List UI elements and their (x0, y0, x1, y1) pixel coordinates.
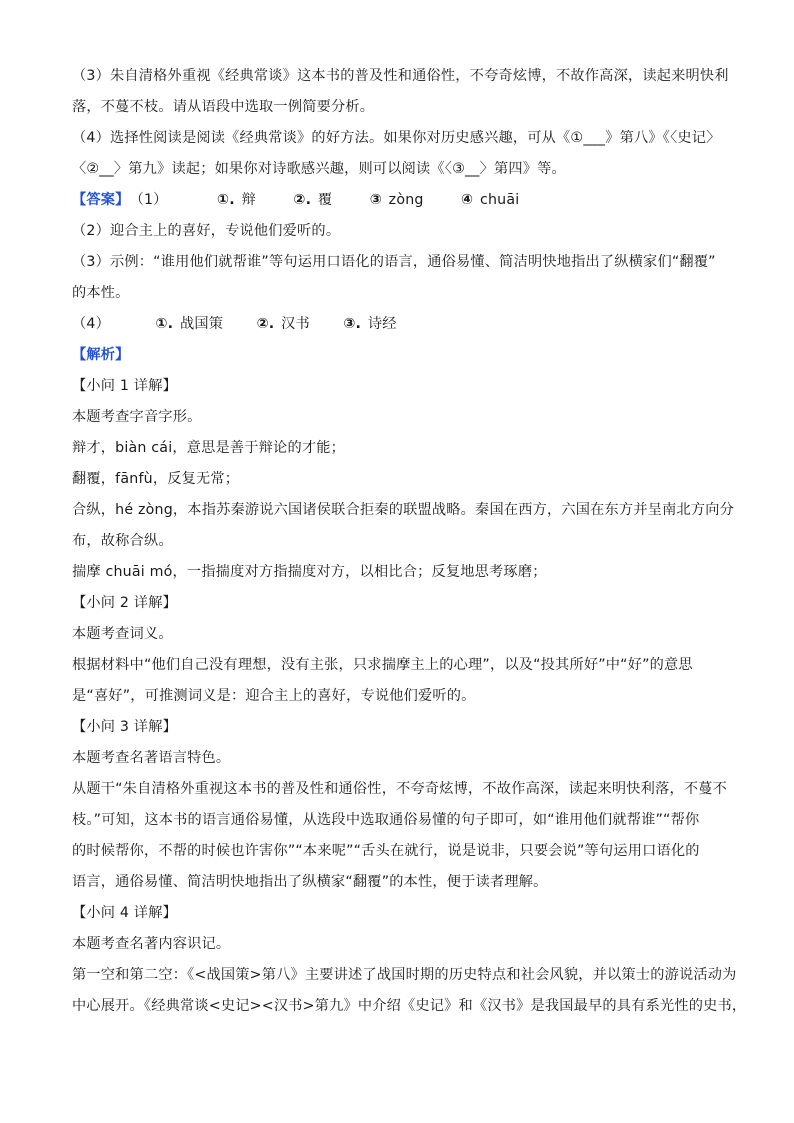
question-3-line-2: 落，不蔓不枝。请从语段中选取一例简要分析。 (72, 99, 375, 115)
answer-q4-item-1 (155, 314, 223, 334)
sub-q1-line-3: 合纵，hé zòng，本指苏秦游说六国诸侯联合拒秦的联盟战略。秦国在西方，六国在东方并呈南北方向分 (72, 502, 735, 518)
answer-q4-item-3-text: 诗经 (367, 316, 397, 332)
question-3-line-1: （3）朱自清格外重视《经典常谈》这本书的普及性和通俗性，不夸奇炫博，不故作高深，读起来明快利 (72, 68, 729, 84)
sub-q3-line-4: 语言，通俗易懂、简洁明快地指出了纵横家“翻覆”的本性，便于读者理解。 (72, 874, 548, 890)
answer-q2: （2）迎合主上的喜好，专说他们爱听的。 (72, 223, 341, 239)
answer-q1-item-2-text: 覆 (317, 192, 333, 208)
answer-q1-item-1 (217, 190, 256, 210)
answer-q1-item-4 (461, 190, 519, 210)
sub-q1-line-1: 辩才，biàn cái，意思是善于辩论的才能； (72, 440, 345, 456)
sub-q1-topic: 本题考查字音字形。 (72, 409, 202, 425)
answer-q4-item-2-text: 汉书 (281, 316, 310, 332)
sub-q3-topic: 本题考查名著语言特色。 (72, 750, 231, 766)
sub-q4-line-1: 第一空和第二空：《<战国策>第八》主要讲述了战国时期的历史特点和社会风貌，并以策士的游说活动为 (72, 967, 737, 983)
analysis-label-line (72, 345, 726, 365)
sub-q4-header: 【小问 4 详解】 (72, 905, 177, 921)
sub-q1-line-4: 布，故称合纵。 (72, 533, 173, 549)
answer-q1-item-3-num: ③ (369, 192, 382, 208)
question-4-line-2: 〈②__〉第九》读起；如果你对诗歌感兴趣，则可以阅读《〈③__〉第四》等。 (72, 161, 566, 177)
question-4-line-1: （4）选择性阅读是阅读《经典常谈》的好方法。如果你对历史感兴趣，可从《①___》第八》《〈史记〉 (72, 130, 721, 146)
answer-q4-item-1-num: ①. (155, 316, 174, 332)
sub-q1-line-2: 翻覆，fānfù，反复无常； (72, 471, 240, 487)
answer-q1-item-1-num: ①. (217, 192, 235, 208)
answer-q1-item-3-text: zòng (388, 192, 424, 208)
sub-q3-line-3: 的时候帮你，不帮的时候也许害你”“本来呢”“舌头在就行，说是说非，只要会说”等句运用口语化的 (72, 843, 700, 859)
answer-row-1 (72, 190, 726, 210)
answer-q1-prefix: （1） (129, 192, 168, 208)
sub-q2-line-2: 是“喜好”，可推测词义是：迎合主上的喜好，专说他们爱听的。 (72, 688, 476, 704)
sub-q2-topic: 本题考查词义。 (72, 626, 173, 642)
sub-q1-line-5: 揣摩 chuāi mó，一指揣度对方指揣度对方，以相比合；反复地思考琢磨； (72, 564, 547, 580)
answer-q4-prefix: （4） (72, 316, 111, 332)
sub-q4-line-2: 中心展开。《经典常谈<史记><汉书>第九》中介绍《史记》和《汉书》是我国最早的具有系光性的史书， (72, 998, 747, 1014)
answer-q1-item-2 (293, 190, 332, 210)
sub-q3-header: 【小问 3 详解】 (72, 719, 177, 735)
sub-q2-line-1: 根据材料中“他们自己没有理想，没有主张，只求揣摩主上的心理”，以及“投其所好”中“好”的意思 (72, 657, 693, 673)
sub-q3-line-2: 枝。”可知，这本书的语言通俗易懂，从选段中选取通俗易懂的句子即可，如“谁用他们就帮谁”“帮你 (72, 812, 700, 828)
answer-q4-item-2 (257, 314, 310, 334)
answer-q4-item-3 (343, 314, 396, 334)
answer-row-4 (72, 314, 726, 334)
sub-q1-header: 【小问 1 详解】 (72, 378, 177, 394)
answer-q1-item-4-text: chuāi (479, 192, 520, 208)
answer-q4-item-1-text: 战国策 (179, 316, 224, 332)
analysis-label: 【解析】 (72, 347, 130, 363)
answer-label: 【答案】 (72, 192, 130, 208)
sub-q3-line-1: 从题干“朱自清格外重视这本书的普及性和通俗性，不夸奇炫博，不故作高深，读起来明快利落，不蔓不 (72, 781, 727, 797)
sub-q2-header: 【小问 2 详解】 (72, 595, 177, 611)
sub-q4-topic: 本题考查名著内容识记。 (72, 936, 231, 952)
answer-q1-item-3 (370, 190, 424, 210)
answer-q1-item-2-num: ②. (293, 192, 312, 208)
answer-q4-item-2-num: ②. (256, 316, 275, 332)
answer-q3-line-1: （3）示例：“谁用他们就帮谁”等句运用口语化的语言，通俗易懂、简洁明快地指出了纵横家们“翻覆” (72, 254, 716, 270)
answer-q3-line-2: 的本性。 (72, 285, 130, 301)
answer-q1-item-1-text: 辩 (241, 192, 256, 208)
answer-q1-item-4-num: ④ (461, 192, 474, 208)
answer-q4-item-3-num: ③. (343, 316, 362, 332)
